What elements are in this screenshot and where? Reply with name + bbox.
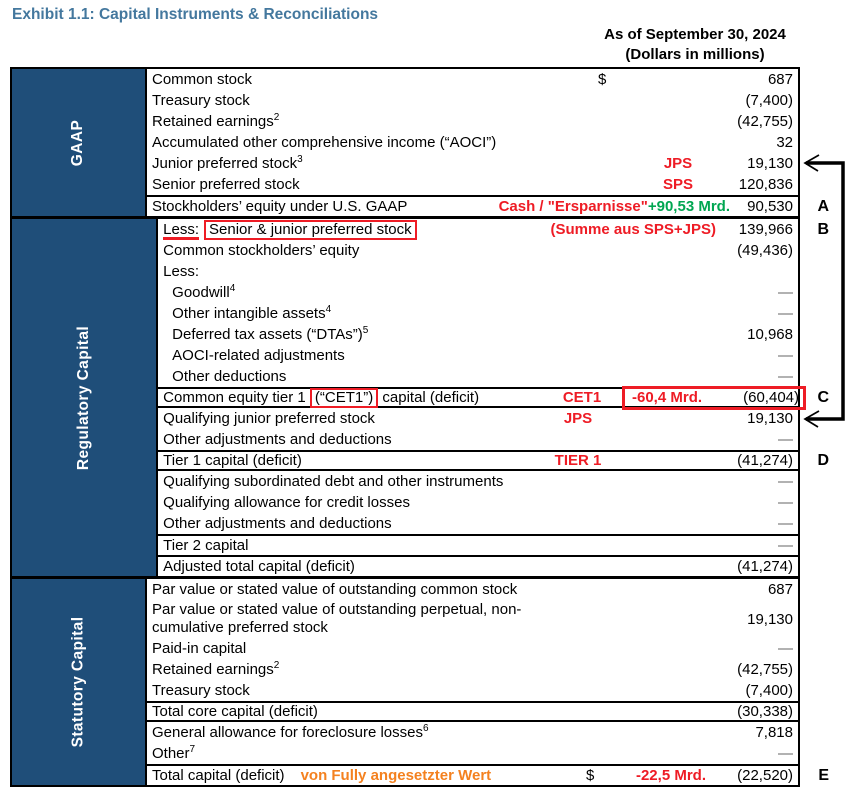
row-label — [163, 306, 331, 321]
row-label-text: Other adjustments and deductions — [163, 515, 392, 532]
row-label — [163, 516, 391, 531]
row-label — [152, 582, 517, 597]
row-label-text: Senior preferred stock — [152, 176, 300, 193]
row-label-text: Qualifying allowance for credit losses — [163, 494, 410, 511]
row-label-part: Common equity tier 1 — [163, 388, 310, 406]
row-value: — — [778, 347, 793, 364]
row-label — [163, 411, 375, 426]
row-value: — — [778, 284, 793, 301]
table-row — [158, 471, 798, 492]
row-value: 19,130 — [747, 155, 793, 172]
row-label-text: Paid-in capital — [152, 640, 247, 657]
row-value: (41,274) — [737, 558, 793, 575]
row-value: 687 — [767, 581, 793, 598]
section-sidebar — [12, 219, 158, 576]
row-label-text: Qualifying subordinated debt and other instruments — [163, 473, 504, 490]
table-row — [158, 387, 829, 408]
footnote-ref: 4 — [325, 304, 332, 315]
row-label-highlight: Less: — [163, 220, 200, 238]
row-value: — — [778, 368, 793, 385]
row-label-text: Total core capital (deficit) — [152, 703, 318, 720]
row-value: — — [778, 640, 793, 657]
row-value: — — [778, 515, 793, 532]
row-label-text: Common stock — [152, 71, 253, 88]
reference-letter: D — [817, 451, 829, 469]
reference-letter: C — [817, 388, 829, 406]
footnote-ref: 6 — [422, 723, 429, 734]
row-label-text: Junior preferred stock — [152, 155, 298, 172]
row-label-text: General allowance for foreclosure losses — [152, 724, 423, 741]
red-tag: CET1 — [562, 389, 602, 406]
row-label — [152, 601, 562, 637]
row-label — [152, 704, 318, 719]
row-value: (60,404) — [743, 389, 799, 406]
column-header — [580, 25, 810, 65]
row-label — [152, 93, 250, 108]
row-label — [163, 369, 286, 384]
table-row — [158, 408, 798, 429]
row-label-text: Other adjustments and deductions — [163, 431, 392, 448]
section-sidebar — [12, 69, 147, 216]
section-rows — [147, 579, 829, 785]
table-row — [158, 324, 798, 345]
table-row — [147, 659, 798, 680]
row-value: (49,436) — [737, 242, 793, 259]
row-label — [152, 135, 496, 150]
table-row — [147, 90, 798, 111]
row-value: 90,530 — [747, 198, 793, 215]
row-label — [163, 538, 248, 553]
row-value: 19,130 — [747, 410, 793, 427]
exhibit-title: Exhibit 1.1: Capital Instruments & Reconciliations — [12, 6, 379, 23]
table-row — [147, 680, 798, 701]
red-highlight-box — [622, 386, 806, 410]
row-value: 139,966 — [738, 221, 793, 238]
capital-table — [10, 67, 829, 787]
as-of-date: As of September 30, 2024 — [604, 26, 786, 43]
table-row — [158, 366, 798, 387]
annotation-red: Cash / "Ersparnisse" — [498, 198, 648, 215]
row-value: — — [778, 537, 793, 554]
red-tag: TIER 1 — [554, 452, 602, 469]
row-value: (41,274) — [737, 452, 793, 469]
row-label-text: AOCI-related adjustments — [172, 347, 345, 364]
table-row — [158, 240, 798, 261]
row-label — [163, 327, 368, 342]
row-value: 10,968 — [747, 326, 793, 343]
row-label — [163, 453, 302, 468]
row-label — [152, 662, 279, 677]
annotation-red: -22,5 Mrd. — [635, 767, 706, 784]
row-value: (42,755) — [737, 661, 793, 678]
row-label-text: Total capital (deficit) — [152, 767, 285, 784]
row-label — [163, 495, 410, 510]
reference-letter: E — [818, 766, 829, 784]
footnote-ref: 3 — [297, 154, 303, 165]
row-label — [152, 746, 195, 761]
footnote-ref: 2 — [273, 660, 280, 671]
row-label-text: Other deductions — [172, 368, 287, 385]
footnote-ref: 5 — [362, 325, 369, 336]
table-row — [147, 638, 798, 659]
row-label-text: Less: — [163, 263, 200, 280]
table-row — [147, 579, 798, 600]
row-label-text: Common stockholders’ equity — [163, 242, 360, 259]
section-rows — [158, 219, 829, 576]
row-value: — — [778, 305, 793, 322]
footnote-ref: 2 — [273, 112, 280, 123]
row-label-text: Accumulated other comprehensive income (“AOCI”) — [152, 134, 497, 151]
row-label-text: Other — [152, 745, 190, 762]
reference-letter: A — [817, 197, 829, 215]
section-label: GAAP — [69, 119, 87, 166]
table-row — [147, 764, 829, 785]
row-label-text: Tier 2 capital — [163, 537, 249, 554]
dollar-sign: $ — [598, 71, 607, 88]
table-row — [158, 261, 798, 282]
row-label-text: Goodwill — [172, 284, 230, 301]
table-row — [158, 303, 798, 324]
row-label-text: Tier 1 capital (deficit) — [163, 452, 302, 469]
row-value: (7,400) — [745, 682, 793, 699]
row-value: — — [778, 431, 793, 448]
row-label — [163, 388, 479, 408]
row-label-text: Stockholders’ equity under U.S. GAAP — [152, 198, 408, 215]
row-value: 687 — [767, 71, 793, 88]
row-label-text: Retained earnings — [152, 113, 274, 130]
row-value: 7,818 — [755, 724, 793, 741]
row-label — [152, 199, 407, 214]
annotation-green: +90,53 Mrd. — [647, 198, 730, 215]
row-label — [163, 243, 359, 258]
row-label-text: Treasury stock — [152, 682, 250, 699]
row-label — [163, 559, 355, 574]
row-value: — — [778, 494, 793, 511]
table-row — [158, 555, 798, 576]
row-label — [163, 432, 391, 447]
row-label-text: Qualifying junior preferred stock — [163, 410, 375, 427]
reference-letter: B — [817, 220, 829, 238]
row-label-text: Deferred tax assets (“DTAs”) — [172, 326, 363, 343]
table-row — [147, 701, 798, 722]
row-value: 32 — [776, 134, 793, 151]
units-label: (Dollars in millions) — [625, 46, 765, 63]
table-row — [147, 743, 798, 764]
row-value: (22,520) — [737, 767, 793, 784]
row-label-text: Other intangible assets — [172, 305, 326, 322]
table-row — [147, 111, 798, 132]
row-label — [163, 220, 416, 240]
row-value: (42,755) — [737, 113, 793, 130]
row-label-text: Retained earnings — [152, 661, 274, 678]
dollar-sign: $ — [585, 767, 595, 784]
row-label — [163, 264, 199, 279]
annotation-red: (Summe aus SPS+JPS) — [550, 221, 716, 238]
table-row — [147, 174, 798, 195]
section-sidebar — [12, 579, 147, 785]
table-row — [158, 219, 829, 240]
row-label — [152, 725, 429, 740]
row-label-highlight: (“CET1”) — [310, 388, 378, 408]
row-value: — — [778, 473, 793, 490]
row-label-text: Par value or stated value of outstanding common stock — [152, 581, 518, 598]
row-label-part: capital (deficit) — [378, 388, 480, 406]
red-tag: JPS — [663, 155, 693, 172]
row-label — [152, 683, 250, 698]
table-row — [158, 345, 798, 366]
row-value: 19,130 — [747, 610, 793, 628]
table-section — [12, 219, 829, 579]
red-tag: JPS — [563, 410, 593, 427]
table-row — [147, 69, 798, 90]
table-row — [158, 282, 798, 303]
section-label: Regulatory Capital — [75, 325, 93, 470]
row-label — [152, 177, 300, 192]
section-label: Statutory Capital — [69, 616, 87, 748]
row-value: (30,338) — [737, 703, 793, 720]
footnote-ref: 4 — [229, 283, 236, 294]
row-label — [163, 285, 235, 300]
table-row — [147, 132, 798, 153]
row-label-text: Adjusted total capital (deficit) — [163, 558, 355, 575]
row-label — [163, 474, 503, 489]
row-value: — — [778, 745, 793, 762]
table-row — [158, 429, 798, 450]
row-label — [152, 72, 252, 87]
section-rows — [147, 69, 829, 216]
annotation-red: -60,4 Mrd. — [632, 389, 703, 406]
table-row — [147, 195, 829, 216]
row-label — [152, 156, 303, 171]
row-label-text: Treasury stock — [152, 92, 250, 109]
row-label — [152, 114, 279, 129]
table-section — [12, 579, 829, 785]
row-label-text: Par value or stated value of outstanding perpetual, non-cumulative preferred stock — [152, 601, 522, 636]
red-tag: SPS — [662, 176, 693, 193]
table-row — [147, 153, 798, 174]
table-row — [158, 450, 829, 471]
table-row — [147, 600, 798, 638]
row-value: (7,400) — [745, 92, 793, 109]
row-label — [152, 768, 285, 783]
footnote-ref: 7 — [189, 744, 196, 755]
table-row — [158, 534, 798, 555]
table-row — [158, 513, 798, 534]
annotation-orange: von Fully angesetzter Wert — [300, 767, 492, 784]
table-row — [147, 722, 798, 743]
row-label — [152, 641, 246, 656]
table-section — [12, 69, 829, 219]
row-value: 120,836 — [738, 176, 793, 193]
table-row — [158, 492, 798, 513]
row-label-highlight: Senior & junior preferred stock — [204, 220, 417, 240]
row-label — [163, 348, 345, 363]
